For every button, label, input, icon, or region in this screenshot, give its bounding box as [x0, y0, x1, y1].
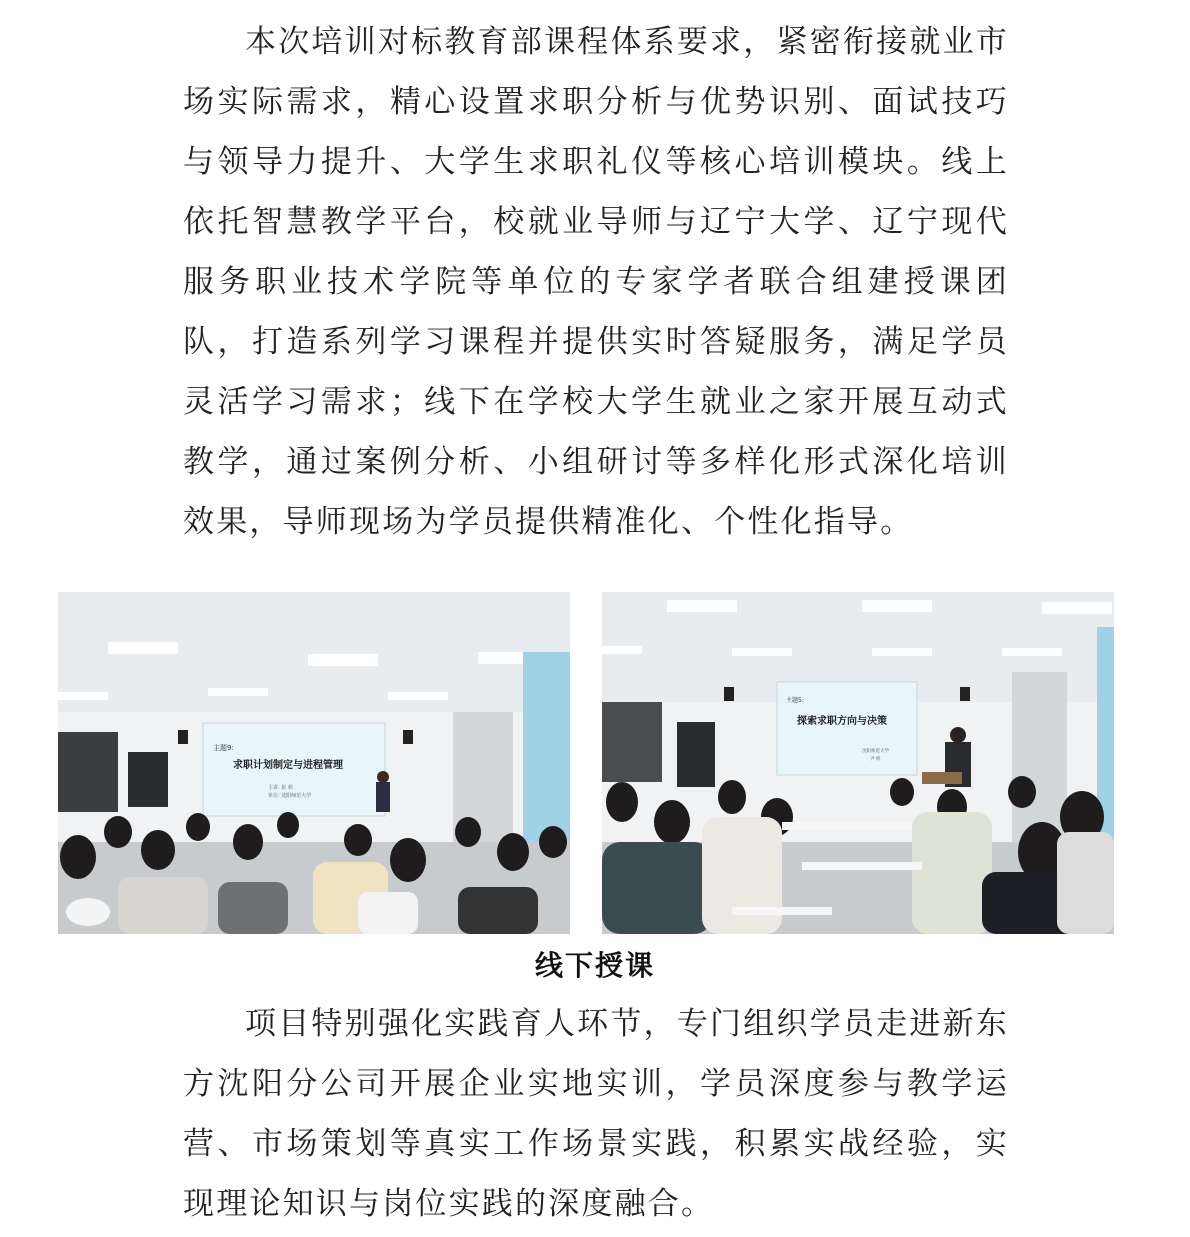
- slide-title-1: 求职计划制定与进程管理: [233, 760, 343, 771]
- photo-caption: 线下授课: [534, 949, 655, 982]
- slide-topic-1: 主题9:: [213, 744, 234, 752]
- slide-title-2: 探索求职方向与决策: [797, 716, 887, 727]
- slide-line1-2: 沈阳师范大学: [862, 749, 889, 754]
- paragraph-practice-training: 项目特别强化实践育人环节，专门组织学员走进新东方沈阳分公司开展企业实地实训，学员深度参与教学运营、市场策划等真实工作场景实践，积累实战经验，实现理论知识与岗位实践的深度融合。: [183, 1006, 1009, 1222]
- slide-topic-2: 主题5:: [786, 697, 804, 704]
- slide-line2-2: 尹 娇: [870, 757, 881, 762]
- slide-line2-1: 单位: 沈阳师范大学: [268, 793, 312, 799]
- classroom-photo-1: [58, 592, 570, 934]
- classroom-photo-2: [602, 592, 1114, 934]
- paragraph-training-overview: 本次培训对标教育部课程体系要求，紧密衔接就业市场实际需求，精心设置求职分析与优势识别、面试技巧与领导力提升、大学生求职礼仪等核心培训模块。线上依托智慧教学平台，校就业导师与辽宁大学、辽宁现代服务职业技术学院等单位的专家学者联合组建授课团队，打造系列学习课程并提供实时答疑服务，满足学员灵活学习需求；线下在学校大学生就业之家开展互动式教学，通过案例分析、小组研讨等多样化形式深化培训效果，导师现场为学员提供精准化、个性化指导。: [183, 24, 1009, 540]
- slide-line1-1: 主讲: 崔 莉: [268, 785, 293, 791]
